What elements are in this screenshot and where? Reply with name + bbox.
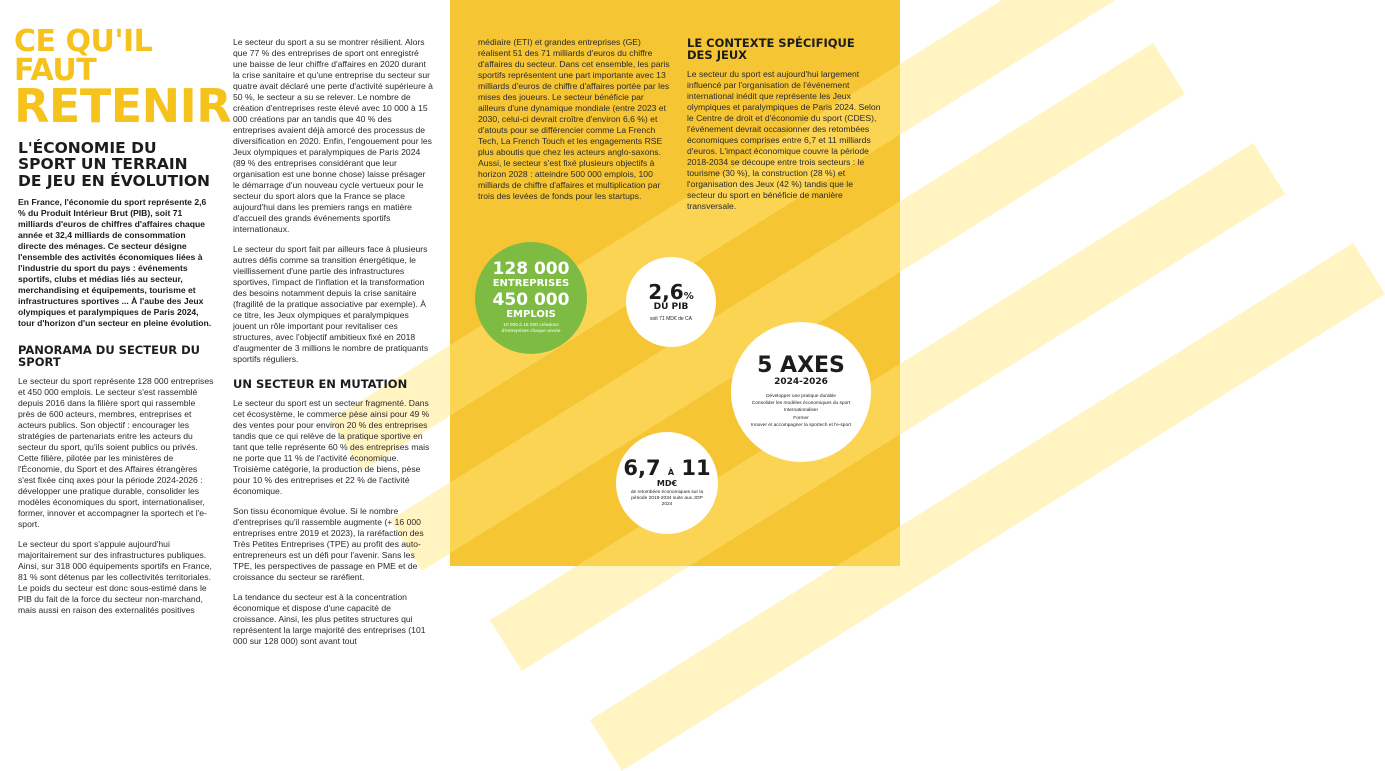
panorama-paragraph-1: Le secteur du sport représente 128 000 entreprises et 450 000 emplois. Le secteur s'est rassemblé depuis 2016 dans la filière sport qui rassemble près de 600 acteurs, membres, entreprises et acteurs publics. Son objectif : encourager les stratégies de partenariats entre les acteurs du secteur du sport, qu'ils soient publics ou privés. Cette filière, pilotée par les ministères de l'Économie, du Sport et des Affaires étrangères s'est fixée cinq axes pour la période 2024-2026 : développer une pratique durable, consolider les modèles économiques du sport, internationaliser, former, innover et accompagner la sportech et l'e-sport. — [18, 375, 214, 529]
contexte-paragraph: Le secteur du sport est aujourd'hui largement influencé par l'organisation de l'événement international inédit que représente les Jeux olympiques et paralympiques de Paris 2024. Selon le Centre de droit et d'économie du sport (CDES), l'événement devrait occasionner des retombées économiques comprises entre 6,7 et 11 milliards d'euros. L'impact économique couvre la période 2018-2034 se découpe entre trois secteurs : le tourisme (30 %), la construction (28 %) et l'organisation des Jeux (42 %) tandis que le secteur du sport en bénéficie de manière transversale. — [687, 69, 881, 212]
stat-pib-value — [648, 282, 693, 302]
column-d — [687, 37, 883, 212]
stat-emplois-value: 450 000 — [492, 290, 570, 311]
mutation-paragraph-3: La tendance du secteur est à la concentration économique et dispose d'une capacité de croissance. Ainsi, les plus petites structures qui représentent la large majorité des entreprises (101 000 sur 128 000) sont avant tout — [233, 592, 426, 647]
section-heading-contexte: LE CONTEXTE SPÉCIFIQUE DES JEUX — [687, 36, 855, 63]
eti-paragraph: médiaire (ETI) et grandes entreprises (GE) réalisent 51 des 71 milliards d'euros du chiffre d'affaires du secteur. Dans cet ensemble, les paris sportifs représentent une part importante avec 13 milliards d'euros de chiffre d'affaires portée par les mises des joueurs. Le secteur bénéficie par ailleurs d'une dynamique mondiale (entre 2023 et 2030, celui-ci devrait croître d'environ 6,6 %) et d'atouts pour se différencier comme La French Tech, La French Touch et les engagements RSE plus aboutis que chez les acteurs anglo-saxons. Aussi, le secteur s'est fixé plusieurs objectifs à horizon 2028 : atteindre 500 000 emplois, 100 milliards de chiffre d'affaires et multiplication par trois des levées de fonds pour les startups. — [478, 37, 670, 201]
stat-pib-label: DU PIB — [653, 302, 689, 312]
mutation-paragraph-2: Son tissu économique évolue. Si le nombre d'entreprises qu'il rassemble augmente (+ 16 000 entreprises entre 2019 et 2023), la raréfaction des Très Petites Entreprises (TPE) au profit des auto-entrepreneurs est un défi pour l'avenir. Sans les TPE, les perspectives de passage en PME et de croissance du secteur se raréfient. — [233, 506, 424, 583]
challenges-paragraph: Le secteur du sport fait par ailleurs face à plusieurs autres défis comme sa transition énergétique, le vieillissement d'une partie des infrastructures sportives, l'impact de l'inflation et la transformation des besoins notamment depuis la crise sanitaire (fragilité de la pratique associative par exemple). À ce titre, les Jeux olympiques et paralympiques jouent un rôle important pour revitaliser ces structures, avec l'objectif ambitieux fixé en 2018 d'augmenter de 3 millions le nombre de pratiquants sportifs réguliers. — [233, 244, 429, 364]
stat-bubble-pib — [626, 257, 716, 347]
section-heading-panorama: PANORAMA DU SECTEUR DU SPORT — [18, 342, 201, 369]
page-title — [14, 24, 232, 133]
column-c — [478, 37, 670, 202]
stat-pib-note: soit 71 MD€ de CA — [650, 316, 692, 322]
section-heading-economie: L'ÉCONOMIE DU SPORT UN TERRAIN DE JEU EN ÉVOLUTION — [18, 139, 211, 190]
stat-retombees-connector: À — [667, 467, 675, 477]
stat-axes-value: 5 AXES — [757, 353, 845, 379]
stat-axes-list: Développer une pratique durable Consolider les modèles économiques du sport Internationaliser Former Innover et accompagner la sportech et l'e-sport — [750, 394, 852, 428]
stat-entreprises-label: ENTREPRISES — [492, 278, 570, 290]
column-a — [18, 140, 214, 616]
stat-retombees-max: 11 — [681, 455, 711, 480]
stat-retombees-min: 6,7 — [623, 455, 661, 480]
resilience-paragraph: Le secteur du sport a su se montrer résilient. Alors que 77 % des entreprises de sport ont enregistré une baisse de leur chiffre d'affaires en 2020 durant la crise sanitaire et qu'une entreprise du secteur sur quatre avait déclaré une perte d'activité supérieure à 50 %, le secteur a su se relever. Le nombre de création d'entreprises reste élevé avec 10 000 à 15 000 créations par an tandis que 40 % des entreprises avaient déjà amorcé des processus de diversification en 2020. Enfin, l'engouement pour les Jeux olympiques et paralympiques de Paris 2024 (89 % des entreprises considérant que leur organisation est une bonne chose) laisse présager le démarrage d'un nouveau cycle vertueux pour le secteur du sport alors que la France se place aujourd'hui dans les premiers rangs en matière d'accueil des grands événements sportifs internationaux. — [233, 37, 433, 234]
stat-emplois-label: EMPLOIS — [506, 309, 556, 321]
title-line-2: RETENIR — [14, 79, 232, 133]
stat-retombees-value — [623, 455, 711, 480]
intro-lead: En France, l'économie du sport représente 2,6 % du Produit Intérieur Brut (PIB), soit 71 milliards d'euros de chiffres d'affaires chaque année et 32,4 milliards de consommation directe des ménages. Ce secteur désigne l'ensemble des activités économiques liées à l'industrie du sport du pays : événements sportifs, clubs et médias liés au secteur, merchandising et équipements, tourisme et infrastructures sportives ... À l'aube des Jeux olympiques et paralympiques de Paris 2024, tour d'horizon d'un secteur en pleine évolution. — [18, 196, 212, 328]
mutation-paragraph-1: Le secteur du sport est un secteur fragmenté. Dans cet écosystème, le commerce pèse ainsi pour 49 % des ventes pour pour environ 20 % des entreprises tandis que ce qui relève de la pratique sportive en tant que telle représente 60 % des entreprises mais ne porte que 11 % de l'activité économique. Troisième catégorie, la production de biens, pèse pour 10 % des entreprises et 22 % de l'activité économique. — [233, 398, 430, 497]
stat-bubble-axes — [731, 322, 871, 462]
stat-axes-period: 2024-2026 — [774, 377, 828, 388]
stat-retombees-unit: MD€ — [656, 478, 678, 488]
column-b — [233, 37, 433, 647]
panorama-paragraph-2: Le secteur du sport s'appuie aujourd'hui majoritairement sur des infrastructures publiques. Ainsi, sur 318 000 équipements sportifs en France, 81 % sont détenus par les collectivités territoriales. Le poids du secteur est donc sous-estimé dans le PIB du fait de la force du secteur non-marchand, mais aussi en raison des externalités positives — [18, 538, 212, 615]
stat-retombees-note: de retombées économiques sur la période 2018-2034 suite aux JOP 2024 — [630, 489, 704, 508]
stat-bubble-entreprises — [475, 242, 587, 354]
stat-entreprises-value: 128 000 — [492, 259, 570, 280]
stat-pib-unit: % — [683, 291, 694, 302]
stat-creations-note: 10 000 à 15 000 créations d'entreprises chaque année — [501, 323, 561, 334]
section-heading-mutation: UN SECTEUR EN MUTATION — [233, 377, 408, 391]
stat-bubble-retombees — [616, 432, 718, 534]
title-line-1: CE QU'IL FAUT — [14, 24, 153, 88]
stat-pib-number: 2,6 — [648, 280, 684, 304]
